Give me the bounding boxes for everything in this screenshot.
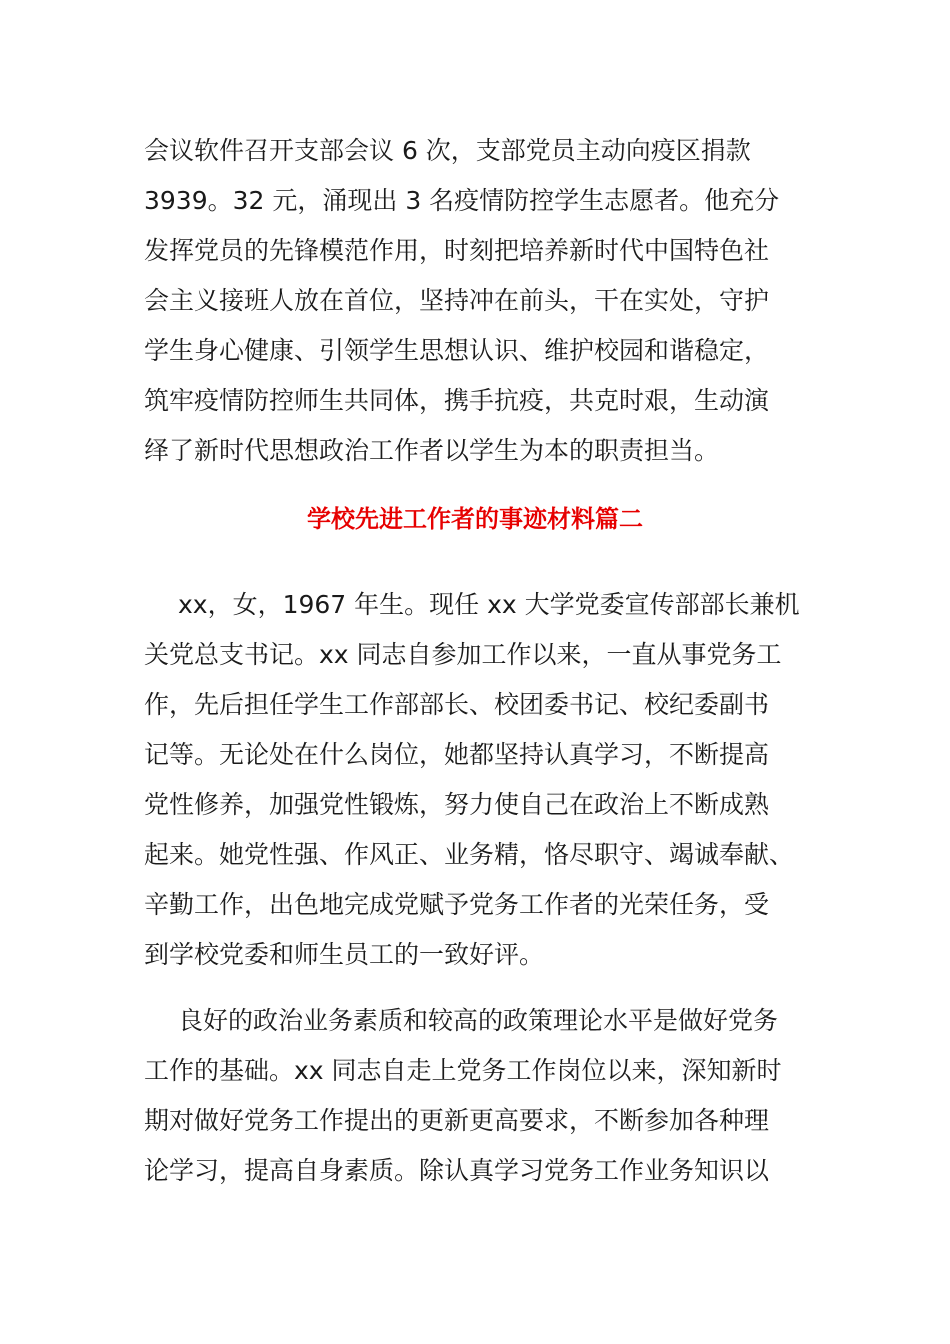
text-line: 关党总支书记。xx 同志自参加工作以来，一直从事党务工 [144,640,782,669]
text-line: 期对做好党务工作提出的更新更高要求，不断参加各种理 [144,1106,770,1135]
text-line: 会议软件召开支部会议 6 次，支部党员主动向疫区捐款 [144,136,751,165]
text-line: 到学校党委和师生员工的一致好评。 [144,940,545,969]
paragraph-continued [144,126,814,476]
text-line: 筑牢疫情防控师生共同体，携手抗疫，共克时艰，生动演 [144,386,770,415]
text-line: 良好的政治业务素质和较高的政策理论水平是做好党务 [178,1006,779,1035]
text-line: 工作的基础。xx 同志自走上党务工作岗位以来，深知新时 [144,1056,782,1085]
text-line: 发挥党员的先锋模范作用，时刻把培养新时代中国特色社 [144,236,770,265]
text-line: 论学习，提高自身素质。除认真学习党务工作业务知识以 [144,1156,770,1185]
paragraph-foundation [144,996,814,1196]
text-line: 3939。32 元，涌现出 3 名疫情防控学生志愿者。他充分 [144,186,780,215]
text-line: 党性修养，加强党性锻炼，努力使自己在政治上不断成熟 [144,790,770,819]
text-line: 作，先后担任学生工作部部长、校团委书记、校纪委副书 [144,690,770,719]
text-line: 辛勤工作，出色地完成党赋予党务工作者的光荣任务，受 [144,890,770,919]
text-line: 起来。她党性强、作风正、业务精，恪尽职守、竭诚奉献、 [144,840,795,869]
paragraph-intro [144,580,814,980]
text-line: 绎了新时代思想政治工作者以学生为本的职责担当。 [144,436,720,465]
text-line: 会主义接班人放在首位，坚持冲在前头，干在实处，守护 [144,286,770,315]
text-line: xx，女，1967 年生。现任 xx 大学党委宣传部部长兼机 [178,590,800,619]
section-heading: 学校先进工作者的事迹材料篇二 [307,505,643,533]
text-line: 学生身心健康、引领学生思想认识、维护校园和谐稳定， [144,336,770,365]
text-line: 记等。无论处在什么岗位，她都坚持认真学习，不断提高 [144,740,770,769]
